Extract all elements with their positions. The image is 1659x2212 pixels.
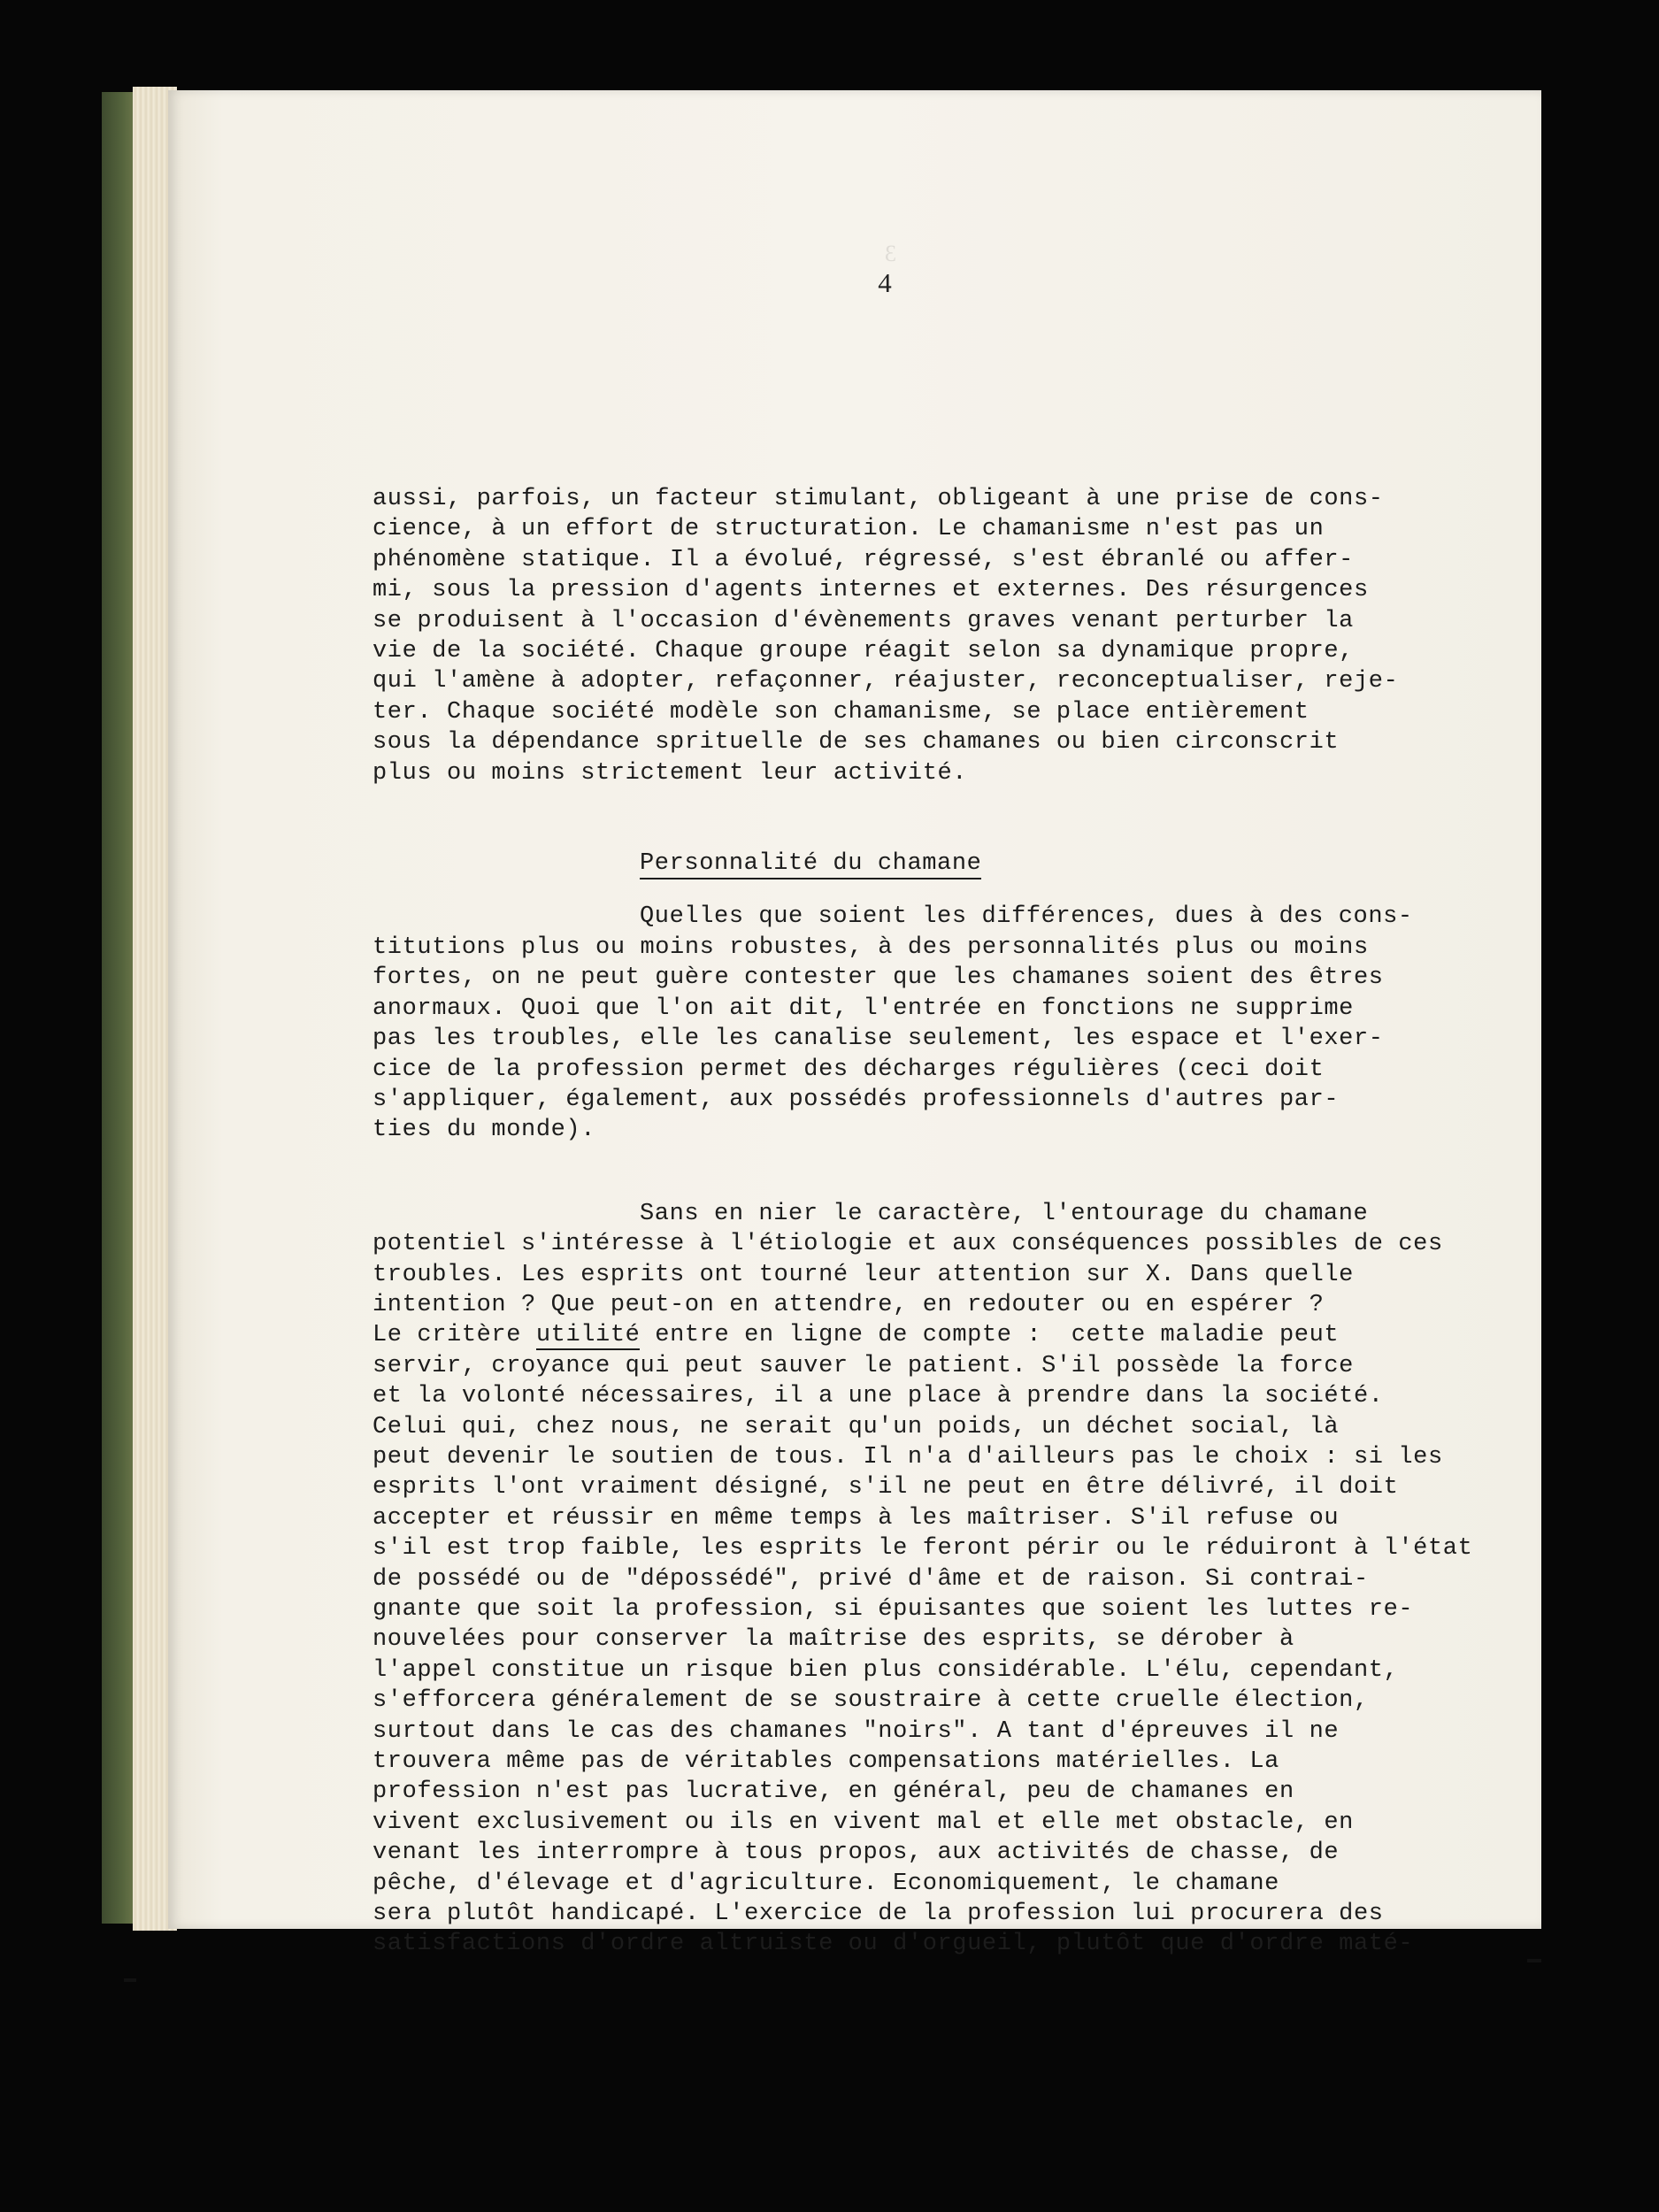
text-line: satisfactions d'ordre altruiste ou d'orgueil, plutôt que d'ordre maté- (373, 1931, 1414, 1958)
text-line: ties du monde). (373, 1117, 596, 1144)
text-line: phénomène statique. Il a évolué, régressé, s'est ébranlé ou affer- (373, 546, 1354, 573)
text-line: vie de la société. Chaque groupe réagit selon sa dynamique propre, (373, 638, 1354, 665)
text-line: Sans en nier le caractère, l'entourage du chamane (640, 1200, 1369, 1227)
text-line: gnante que soit la profession, si épuisantes que soient les luttes re- (373, 1596, 1414, 1623)
text-line: pêche, d'élevage et d'agriculture. Economiquement, le chamane (373, 1870, 1279, 1897)
text-line: esprits l'ont vraiment désigné, s'il ne peut en être délivré, il doit (373, 1474, 1399, 1502)
page-number: 4 (878, 267, 892, 298)
text-line: plus ou moins strictement leur activité. (373, 759, 968, 787)
text-line: surtout dans le cas des chamanes "noirs". A tant d'épreuves il ne (373, 1717, 1340, 1745)
text-line: s'il est trop faible, les esprits le feront périr ou le réduiront à l'état (373, 1535, 1473, 1563)
text-line: trouvera même pas de véritables compensations matérielles. La (373, 1748, 1279, 1776)
left-edge-mark (124, 1978, 136, 1982)
text-line: l'appel constitue un risque bien plus considérable. L'élu, cependant, (373, 1656, 1399, 1684)
text-line: peut devenir le soutien de tous. Il n'a d'ailleurs pas le choix : si les (373, 1443, 1443, 1471)
text-line: accepter et réussir en même temps à les maîtriser. S'il refuse ou (373, 1504, 1340, 1532)
text-line: pas les troubles, elle les canalise seulement, les espace et l'exer- (373, 1025, 1384, 1053)
text-line: venant les interrompre à tous propos, aux activités de chasse, de (373, 1839, 1340, 1867)
text-line: sera plutôt handicapé. L'exercice de la profession lui procurera des (373, 1901, 1384, 1928)
text-line: anormaux. Quoi que l'on ait dit, l'entrée en fonctions ne supprime (373, 995, 1354, 1022)
text-line: sous la dépendance sprituelle de ses chamanes ou bien circonscrit (373, 729, 1340, 757)
text-line: s'appliquer, également, aux possédés professionnels d'autres par- (373, 1086, 1340, 1113)
text-line: aussi, parfois, un facteur stimulant, obligeant à une prise de cons- (373, 486, 1384, 512)
text-line: se produisent à l'occasion d'évènements graves venant perturber la (373, 607, 1354, 634)
text-line: et la volonté nécessaires, il a une place à prendre dans la société. (373, 1383, 1384, 1410)
text-line: titutions plus ou moins robustes, à des personnalités plus ou moins (373, 933, 1369, 961)
text-line: Le critère utilité entre en ligne de compte : cette maladie peut (373, 1322, 1340, 1349)
text-line: nouvelées pour conserver la maîtrise des esprits, se dérober à (373, 1626, 1294, 1654)
text-line: ter. Chaque société modèle son chamanisme, se place entièrement (373, 698, 1310, 726)
text-line: servir, croyance qui peut sauver le patient. S'il possède la force (373, 1352, 1354, 1379)
text-line: profession n'est pas lucrative, en général, peu de chamanes en (373, 1778, 1294, 1806)
text-line: cice de la profession permet des décharges régulières (ceci doit (373, 1056, 1325, 1083)
text-line: troubles. Les esprits ont tourné leur attention sur X. Dans quelle (373, 1261, 1354, 1288)
text-line: de possédé ou de "dépossédé", privé d'âme et de raison. Si contrai- (373, 1565, 1369, 1593)
paragraph-2 (373, 902, 1430, 1145)
underlined-term: utilité (535, 1322, 641, 1349)
bleed-through-page-number: 3 (885, 241, 896, 266)
paragraph-3 (373, 1199, 1473, 1960)
text-line: qui l'amène à adopter, refaçonner, réajuster, reconceptualiser, reje- (373, 668, 1399, 695)
text-line: vivent exclusivement ou ils en vivent mal et elle met obstacle, en (373, 1809, 1354, 1836)
text-line: fortes, on ne peut guère contester que les chamanes soient des êtres (373, 964, 1384, 992)
paragraph-1 (373, 484, 1430, 788)
right-edge-mark (1527, 1959, 1541, 1962)
text-line: Quelles que soient les différences, dues à des cons- (640, 903, 1413, 931)
section-heading: Personnalité du chamane (373, 849, 1430, 879)
text-line: cience, à un effort de structuration. Le chamanisme n'est pas un (373, 516, 1325, 543)
text-line: potentiel s'intéresse à l'étiologie et aux conséquences possibles de ces (373, 1231, 1443, 1258)
text-line: s'efforcera généralement de se soustraire à cette cruelle élection, (373, 1687, 1369, 1715)
body-text (373, 484, 1473, 1960)
text-line: intention ? Que peut-on en attendre, en redouter ou en espérer ? (373, 1291, 1325, 1318)
text-line: mi, sous la pression d'agents internes et externes. Des résurgences (373, 577, 1369, 604)
text-line: Celui qui, chez nous, ne serait qu'un poids, un déchet social, là (373, 1413, 1340, 1440)
